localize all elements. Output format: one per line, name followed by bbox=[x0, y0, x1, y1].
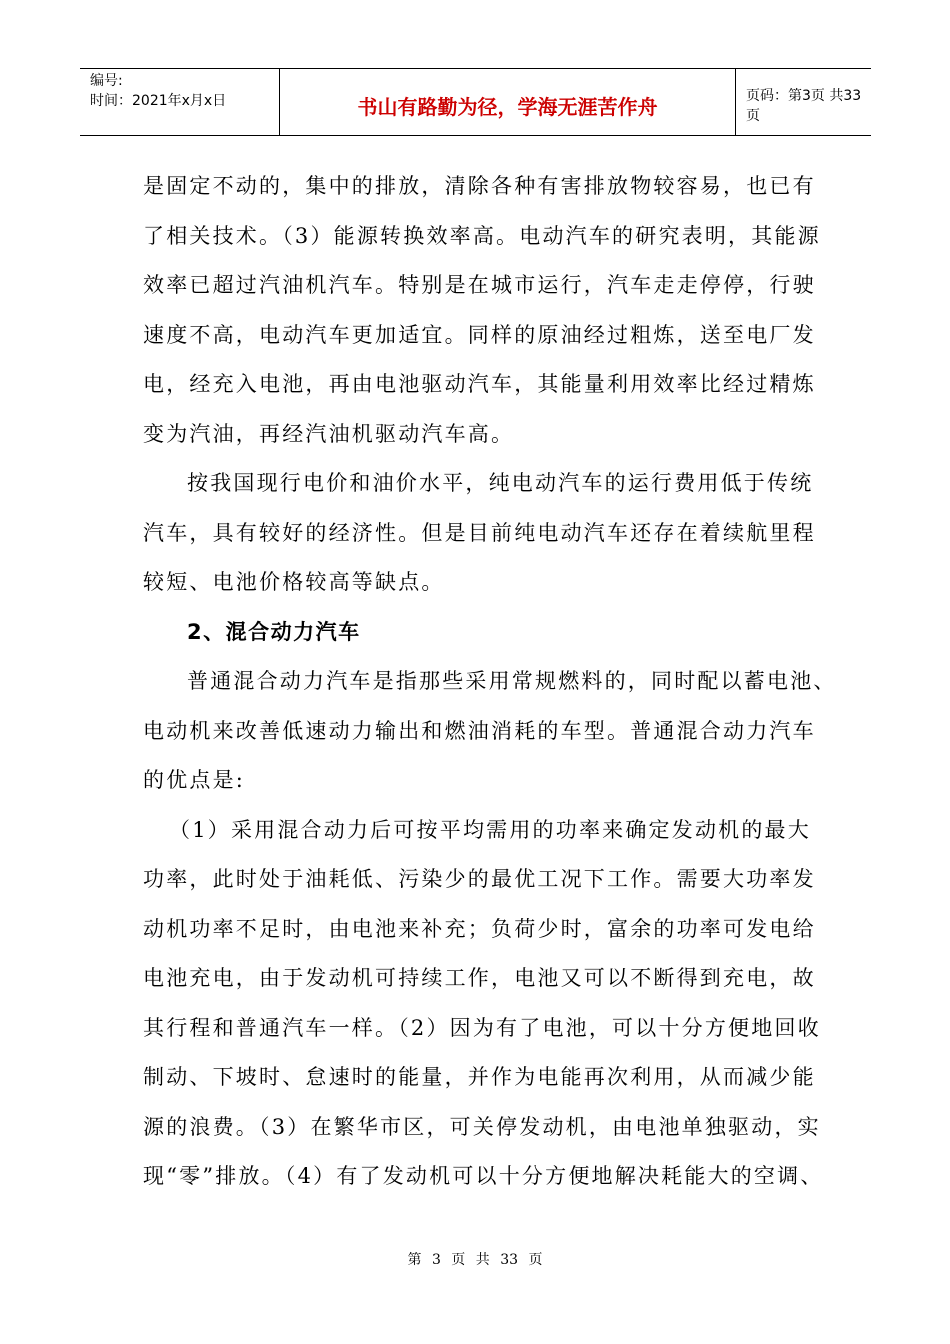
body-line: 电池充电，由于发动机可持续工作，电池又可以不断得到充电，故 bbox=[143, 966, 816, 990]
body-line: 电，经充入电池，再由电池驱动汽车，其能量利用效率比经过精炼 bbox=[143, 372, 816, 396]
body-line: 制动、下坡时、怠速时的能量，并作为电能再次利用，从而减少能 bbox=[143, 1065, 816, 1089]
body-line: 速度不高，电动汽车更加适宜。同样的原油经过粗炼，送至电厂发 bbox=[143, 322, 816, 347]
body-line: 汽车，具有较好的经济性。但是目前纯电动汽车还存在着续航里程 bbox=[143, 520, 816, 545]
document-body bbox=[143, 162, 837, 1202]
header-motto-cell bbox=[280, 69, 736, 135]
page-header bbox=[80, 68, 871, 136]
body-line: 按我国现行电价和油价水平，纯电动汽车的运行费用低于传统 bbox=[187, 471, 814, 495]
section-heading: 2、混合动力汽车 bbox=[187, 619, 361, 644]
body-line: 的优点是: bbox=[143, 768, 246, 792]
body-line: 功率，此时处于油耗低、污染少的最优工况下工作。需要大功率发 bbox=[143, 867, 816, 891]
body-line: 动机功率不足时，由电池来补充；负荷少时，富余的功率可发电给 bbox=[143, 916, 816, 941]
body-line: 现“零”排放。（4）有了发动机可以十分方便地解决耗能大的空调、 bbox=[143, 1164, 824, 1188]
body-line: 其行程和普通汽车一样。（2）因为有了电池，可以十分方便地回收 bbox=[143, 1015, 821, 1040]
document-date: 时间：2021年x月x日 bbox=[90, 93, 227, 109]
body-line: 普通混合动力汽车是指那些采用常规燃料的，同时配以蓄电池、 bbox=[187, 669, 837, 693]
body-line: 了相关技术。（3）能源转换效率高。电动汽车的研究表明，其能源 bbox=[143, 223, 821, 248]
header-page-info: 页码：第3页 共33页 bbox=[746, 88, 862, 124]
document-number-label: 编号: bbox=[90, 73, 123, 89]
page-footer: 第 3 页 共 33 页 bbox=[407, 1252, 543, 1268]
header-meta bbox=[80, 69, 280, 135]
body-line: 变为汽油，再经汽油机驱动汽车高。 bbox=[143, 421, 515, 446]
header-page-info-cell bbox=[736, 69, 871, 135]
body-line: 较短、电池价格较高等缺点。 bbox=[143, 570, 445, 594]
body-line: （1）采用混合动力后可按平均需用的功率来确定发动机的最大 bbox=[169, 817, 811, 842]
body-line: 源的浪费。（3）在繁华市区，可关停发动机，由电池单独驱动，实 bbox=[143, 1114, 821, 1139]
body-line: 效率已超过汽油机汽车。特别是在城市运行，汽车走走停停，行驶 bbox=[143, 273, 816, 297]
body-line: 电动机来改善低速动力输出和燃油消耗的车型。普通混合动力汽车 bbox=[143, 718, 816, 743]
header-motto: 书山有路勤为径，学海无涯苦作舟 bbox=[357, 94, 658, 119]
body-line: 是固定不动的，集中的排放，清除各种有害排放物较容易，也已有 bbox=[143, 174, 816, 198]
